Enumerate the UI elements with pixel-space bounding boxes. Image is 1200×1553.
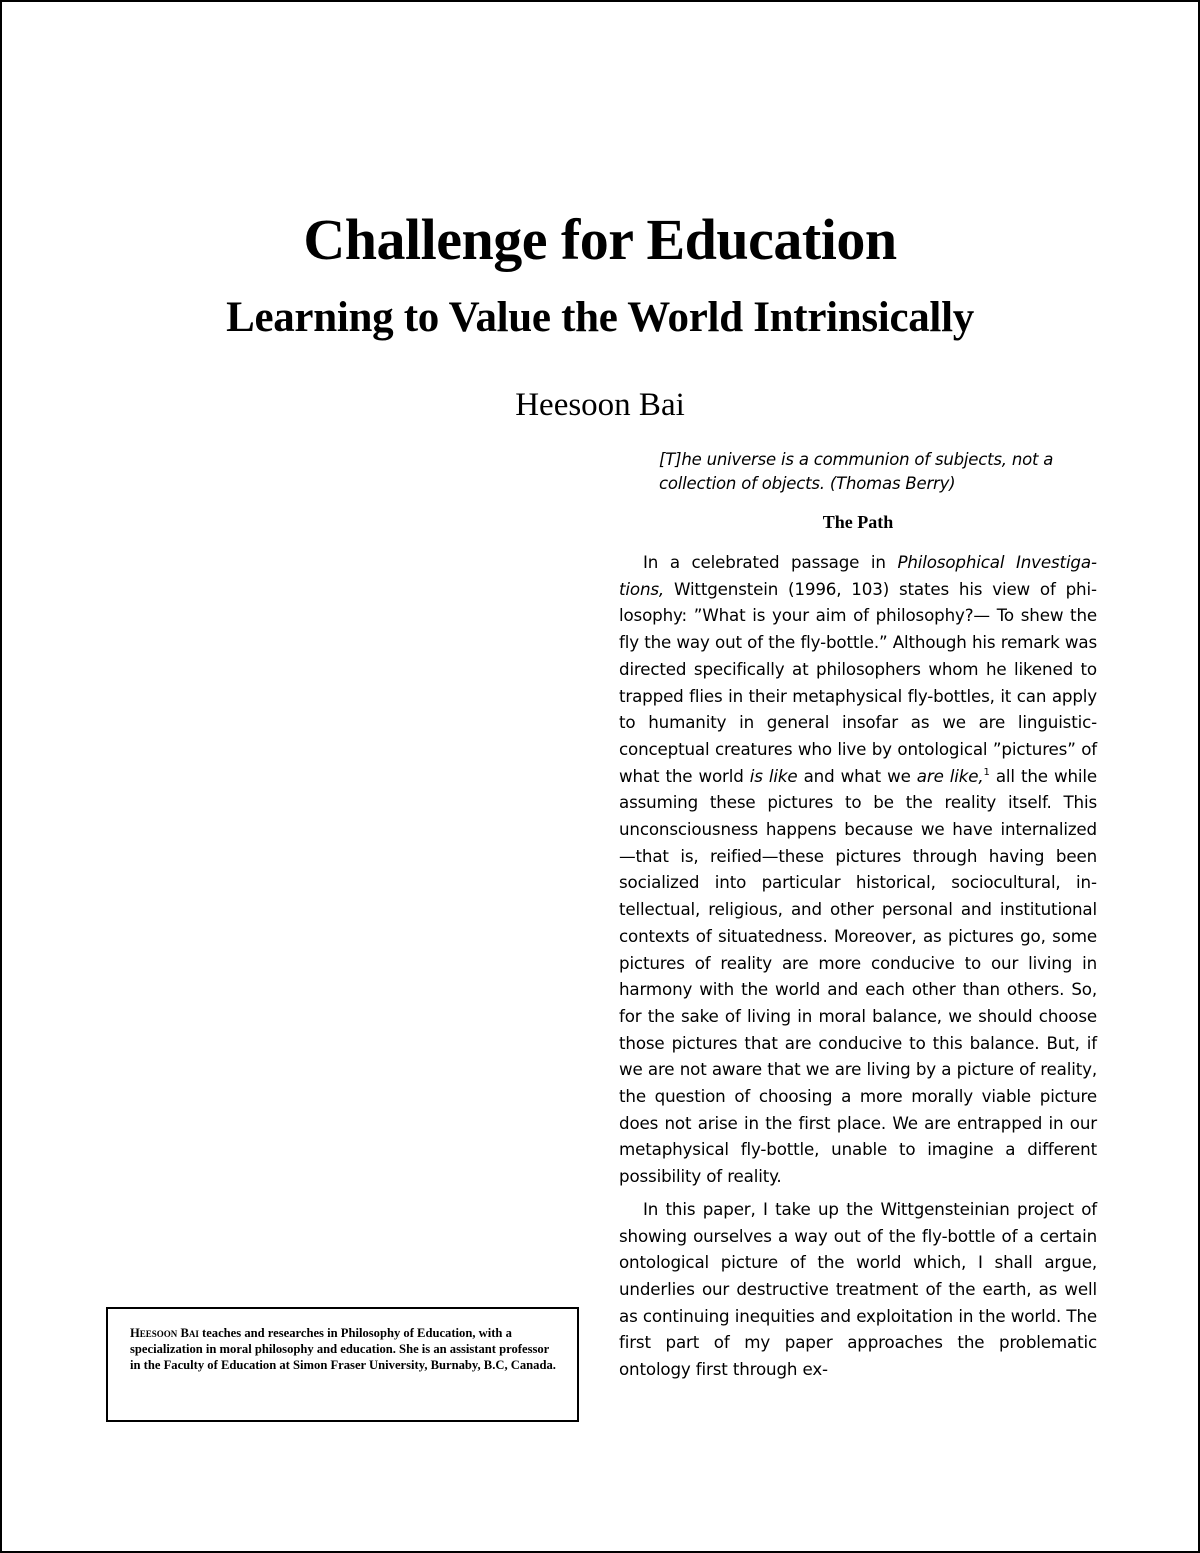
paragraph-1 <box>619 549 1097 1190</box>
paper-title: Challenge for Education <box>303 207 897 272</box>
paragraph-1-text-3: and what we <box>797 765 917 786</box>
epigraph: [T]he universe is a communion of subjects, not a collection of objects. (Thomas Berry) <box>659 450 1054 493</box>
author-bio-box <box>106 1307 579 1422</box>
paper-subtitle: Learning to Value the World Intrinsically <box>226 294 974 341</box>
italic-is-like: is like <box>749 765 798 786</box>
paragraph-1-text-2: Wittgenstein (1996, 103) states his view of philosophy: ”What is your aim of philosophy?— To shew the fly the way out of the fly-bottle.” Although his remark was directed specifically at philosophers whom he likened to trapped flies in their metaphysical fly-bottles, it can apply to humanity in general insofar as we are linguistic-conceptual creatures who live by ontological ”pictures” of what the world <box>619 578 1097 786</box>
body-text-column <box>619 549 1097 1389</box>
paragraph-1-text-1: In a celebrated passage in <box>643 552 898 572</box>
section-heading: The Path <box>822 512 894 532</box>
bio-author-name: Heesoon Bai <box>130 1326 199 1340</box>
author-name: Heesoon Bai <box>515 387 685 423</box>
paragraph-1-text-4: all the while assuming these pictures to be the reality itself. This unconsciousness happens because we have internalized—that is, reified—these pictures through having been socialized into particular historical, sociocultural, intellectual, religious, and other personal and institutional contexts of situatedness. Moreover, as pictures go, some pictures of reality are more conducive to our living in harmony with the world and each other than others. So, for the sake of living in moral balance, we should choose those pictures that are conducive to this balance. But, if we are not aware that we are living by a picture of reality, the question of choosing a more morally viable picture does not arise in the first place. We are entrapped in our metaphysical fly-bottle, unable to imagine a different possibility of reality. <box>619 765 1097 1187</box>
book-title-italic: Philosophical Investigations, <box>619 552 1097 599</box>
paragraph-2: In this paper, I take up the Wittgensteinian project of showing ourselves a way out of the fly-bottle of a certain ontological picture of the world which, I shall argue, underlies our destructive treatment of the earth, as well as continuing inequities and exploitation in the world. The first part of my paper approaches the problematic ontology first through ex- <box>619 1198 1097 1380</box>
bio-text: teaches and researches in Philosophy of Education, with a specialization in moral philosophy and education. She is an assistant professor in the Faculty of Education at Simon Fraser University, Burnaby, B.C, Canada. <box>130 1326 556 1373</box>
italic-are-like: are like, <box>916 765 984 786</box>
footnote-marker[interactable]: 1 <box>983 766 990 778</box>
